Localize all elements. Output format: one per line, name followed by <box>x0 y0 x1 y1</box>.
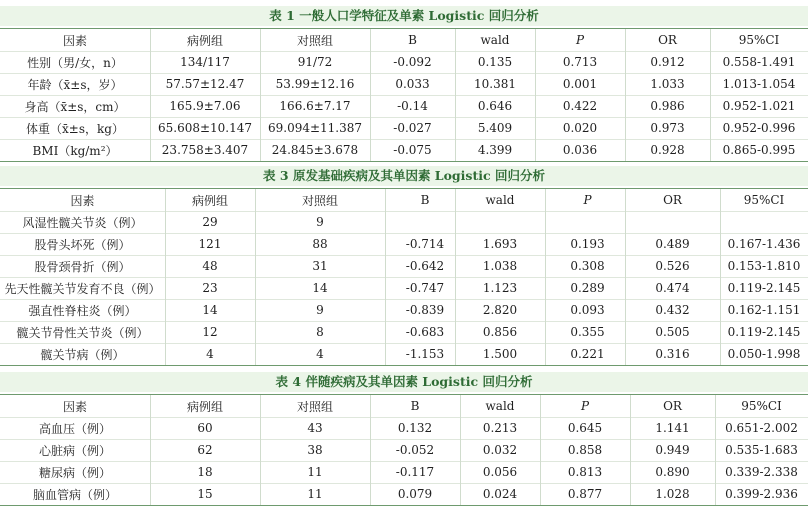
header-cell-7: 95%CI <box>741 399 782 413</box>
row1-cell-6: 1.033 <box>650 77 685 91</box>
row6-cell-5: 0.221 <box>570 347 605 361</box>
row1-cell-6: 0.489 <box>655 237 690 251</box>
row3-cell-3: -0.027 <box>393 121 432 135</box>
header-cell-7: 95%CI <box>743 193 785 207</box>
row0-cell-4 <box>455 211 545 233</box>
row0-cell-0: 高血压（例） <box>38 421 111 436</box>
column-divider <box>260 395 261 505</box>
row1-cell-1: 62 <box>197 443 213 457</box>
header-cell-0: 因素 <box>70 193 95 208</box>
header-cell-4: wald <box>480 33 510 47</box>
row1-cell-3: -0.714 <box>405 237 445 251</box>
column-divider <box>720 189 721 365</box>
row1-cell-3: 0.033 <box>395 77 430 91</box>
table-row <box>0 343 808 365</box>
row5-cell-2: 8 <box>316 325 324 339</box>
table-row <box>0 51 808 73</box>
row5-cell-1: 12 <box>202 325 218 339</box>
header-cell-5: P <box>575 33 585 47</box>
table-row <box>0 73 808 95</box>
row3-cell-6: 1.028 <box>655 487 690 501</box>
row4-cell-0: BMI（kg/m²） <box>32 143 118 158</box>
table-row <box>0 211 808 233</box>
row0-cell-1: 29 <box>202 215 218 229</box>
row5-cell-3: -0.683 <box>405 325 445 339</box>
header-cell-1: 病例组 <box>191 193 228 208</box>
row0-cell-5: 0.645 <box>567 421 603 435</box>
row2-cell-6: 0.890 <box>655 465 690 479</box>
row6-cell-1: 4 <box>206 347 214 361</box>
row4-cell-2: 9 <box>316 303 324 317</box>
row4-cell-1: 23.758±3.407 <box>161 143 249 157</box>
column-divider <box>625 189 626 365</box>
row0-cell-4: 0.213 <box>482 421 518 435</box>
row2-cell-4: 0.646 <box>477 99 513 113</box>
row1-cell-6: 0.949 <box>655 443 690 457</box>
row1-cell-4: 0.032 <box>482 443 518 457</box>
column-divider <box>150 29 151 161</box>
row2-cell-1: 165.9±7.06 <box>169 99 241 113</box>
table3-caption: 表 3 原发基础疾病及其单因素 Logistic 回归分析 <box>0 166 808 186</box>
table-header-row <box>0 29 808 51</box>
row3-cell-3: -0.747 <box>405 281 445 295</box>
row6-cell-7: 0.050-1.998 <box>727 347 801 361</box>
table1-caption: 表 1 一般人口学特征及单素 Logistic 回归分析 <box>0 6 808 26</box>
header-cell-1: 病例组 <box>186 399 223 414</box>
row3-cell-3: 0.079 <box>397 487 433 501</box>
row6-cell-0: 髋关节病（例） <box>40 347 125 362</box>
row6-cell-4: 1.500 <box>482 347 518 361</box>
table-header-row <box>0 189 808 211</box>
column-divider <box>255 189 256 365</box>
row3-cell-6: 0.474 <box>655 281 690 295</box>
row4-cell-0: 强直性脊柱炎（例） <box>28 303 137 318</box>
header-cell-0: 因素 <box>62 399 87 414</box>
row4-cell-6: 0.928 <box>650 143 685 157</box>
row1-cell-0: 年龄（x̄±s，岁） <box>27 77 123 92</box>
row4-cell-6: 0.432 <box>655 303 690 317</box>
table-row <box>0 439 808 461</box>
row0-cell-5: 0.713 <box>562 55 598 69</box>
row1-cell-4: 1.693 <box>482 237 518 251</box>
row1-cell-0: 心脏病（例） <box>38 443 111 458</box>
row3-cell-7: 0.952-0.996 <box>722 121 796 135</box>
row6-cell-3: -1.153 <box>405 347 445 361</box>
row2-cell-4: 0.056 <box>482 465 518 479</box>
row2-cell-0: 股骨颈骨折（例） <box>34 259 131 274</box>
row2-cell-5: 0.308 <box>570 259 605 273</box>
header-cell-4: wald <box>485 399 515 413</box>
column-divider <box>370 29 371 161</box>
column-divider <box>710 29 711 161</box>
row1-cell-1: 57.57±12.47 <box>165 77 245 91</box>
row5-cell-0: 髋关节骨性关节炎（例） <box>16 325 149 340</box>
table-row <box>0 461 808 483</box>
row3-cell-0: 先天性髋关节发育不良（例） <box>4 281 161 296</box>
row3-cell-2: 69.094±11.387 <box>267 121 363 135</box>
row0-cell-7: 0.651-2.002 <box>725 421 798 435</box>
row4-cell-2: 24.845±3.678 <box>271 143 359 157</box>
header-cell-5: P <box>583 193 592 207</box>
row5-cell-4: 0.856 <box>482 325 518 339</box>
header-cell-6: OR <box>663 193 682 207</box>
row2-cell-2: 11 <box>307 465 323 479</box>
row4-cell-1: 14 <box>202 303 218 317</box>
row2-cell-0: 糖尿病（例） <box>38 465 111 480</box>
column-divider <box>715 395 716 505</box>
row0-cell-6: 1.141 <box>655 421 690 435</box>
row6-cell-6: 0.316 <box>655 347 690 361</box>
row4-cell-3: -0.075 <box>393 143 432 157</box>
row1-cell-7: 0.535-1.683 <box>725 443 798 457</box>
row0-cell-4: 0.135 <box>477 55 513 69</box>
row0-cell-1: 134/117 <box>180 55 230 69</box>
row0-cell-6: 0.912 <box>650 55 685 69</box>
column-divider <box>150 395 151 505</box>
row2-cell-3: -0.642 <box>405 259 445 273</box>
column-divider <box>540 395 541 505</box>
row2-cell-7: 0.952-1.021 <box>722 99 796 113</box>
table-bottom-rule <box>0 365 808 366</box>
header-cell-6: OR <box>658 33 677 47</box>
row0-cell-5 <box>545 211 630 233</box>
row4-cell-5: 0.036 <box>562 143 598 157</box>
column-divider <box>260 29 261 161</box>
row3-cell-7: 0.399-2.936 <box>725 487 798 501</box>
row2-cell-4: 1.038 <box>482 259 518 273</box>
row1-cell-2: 38 <box>307 443 323 457</box>
row5-cell-6: 0.505 <box>655 325 690 339</box>
row1-cell-7: 1.013-1.054 <box>722 77 796 91</box>
header-cell-2: 对照组 <box>301 193 338 208</box>
row2-cell-6: 0.986 <box>650 99 685 113</box>
row3-cell-0: 脑血管病（例） <box>32 487 117 502</box>
row3-cell-2: 14 <box>312 281 328 295</box>
row0-cell-3: 0.132 <box>397 421 433 435</box>
row4-cell-7: 0.162-1.151 <box>727 303 801 317</box>
row2-cell-3: -0.117 <box>395 465 435 479</box>
header-cell-2: 对照组 <box>296 399 333 414</box>
row3-cell-4: 5.409 <box>477 121 513 135</box>
header-cell-1: 病例组 <box>186 33 223 48</box>
column-divider <box>165 189 166 365</box>
row3-cell-2: 11 <box>307 487 323 501</box>
table-row <box>0 139 808 161</box>
table-row <box>0 95 808 117</box>
row2-cell-3: -0.14 <box>397 99 428 113</box>
row2-cell-5: 0.422 <box>562 99 598 113</box>
row0-cell-7 <box>720 211 808 233</box>
row2-cell-2: 166.6±7.17 <box>279 99 351 113</box>
column-divider <box>535 29 536 161</box>
row3-cell-5: 0.289 <box>570 281 605 295</box>
row1-cell-5: 0.001 <box>562 77 598 91</box>
row4-cell-4: 2.820 <box>482 303 518 317</box>
row0-cell-0: 性别（男/女，n） <box>27 55 123 70</box>
row1-cell-3: -0.052 <box>395 443 435 457</box>
table-row <box>0 417 808 439</box>
row1-cell-0: 股骨头坏死（例） <box>34 237 131 252</box>
row2-cell-1: 18 <box>197 465 213 479</box>
row3-cell-4: 0.024 <box>482 487 518 501</box>
header-cell-0: 因素 <box>62 33 87 48</box>
header-cell-4: wald <box>485 193 515 207</box>
table-header-row <box>0 395 808 417</box>
row4-cell-5: 0.093 <box>570 303 605 317</box>
header-cell-2: 对照组 <box>296 33 333 48</box>
row5-cell-5: 0.355 <box>570 325 605 339</box>
row3-cell-7: 0.119-2.145 <box>727 281 801 295</box>
row3-cell-6: 0.973 <box>650 121 685 135</box>
column-divider <box>545 189 546 365</box>
table-row <box>0 255 808 277</box>
row0-cell-2: 43 <box>307 421 323 435</box>
row1-cell-4: 10.381 <box>474 77 516 91</box>
header-cell-3: B <box>408 33 417 47</box>
header-cell-3: B <box>410 399 420 413</box>
row3-cell-4: 1.123 <box>482 281 518 295</box>
row1-cell-5: 0.193 <box>570 237 605 251</box>
header-cell-7: 95%CI <box>738 33 780 47</box>
table-row <box>0 299 808 321</box>
row0-cell-1: 60 <box>197 421 213 435</box>
row3-cell-1: 23 <box>202 281 218 295</box>
row0-cell-6 <box>625 211 720 233</box>
column-divider <box>460 395 461 505</box>
row3-cell-5: 0.020 <box>562 121 598 135</box>
column-divider <box>455 29 456 161</box>
row1-cell-7: 0.167-1.436 <box>727 237 801 251</box>
row3-cell-1: 15 <box>197 487 213 501</box>
row2-cell-0: 身高（x̄±s，cm） <box>24 99 126 114</box>
row2-cell-2: 31 <box>312 259 328 273</box>
row2-cell-7: 0.339-2.338 <box>725 465 798 479</box>
header-cell-6: OR <box>663 399 682 413</box>
table-row <box>0 321 808 343</box>
row1-cell-2: 88 <box>312 237 328 251</box>
table-row <box>0 483 808 505</box>
row2-cell-5: 0.813 <box>567 465 603 479</box>
row4-cell-3: -0.839 <box>405 303 445 317</box>
column-divider <box>625 29 626 161</box>
row1-cell-2: 53.99±12.16 <box>275 77 355 91</box>
row6-cell-2: 4 <box>316 347 324 361</box>
table-row <box>0 233 808 255</box>
row3-cell-5: 0.877 <box>567 487 603 501</box>
row0-cell-2: 9 <box>316 215 324 229</box>
row4-cell-7: 0.865-0.995 <box>722 143 796 157</box>
row0-cell-7: 0.558-1.491 <box>722 55 796 69</box>
row2-cell-1: 48 <box>202 259 218 273</box>
row2-cell-6: 0.526 <box>655 259 690 273</box>
row2-cell-7: 0.153-1.810 <box>727 259 801 273</box>
table-row <box>0 117 808 139</box>
row0-cell-3 <box>385 211 465 233</box>
column-divider <box>370 395 371 505</box>
row5-cell-7: 0.119-2.145 <box>727 325 801 339</box>
row4-cell-4: 4.399 <box>477 143 513 157</box>
row0-cell-3: -0.092 <box>393 55 432 69</box>
table4-caption: 表 4 伴随疾病及其单因素 Logistic 回归分析 <box>0 372 808 392</box>
row1-cell-1: 121 <box>198 237 222 251</box>
table-bottom-rule <box>0 161 808 162</box>
column-divider <box>455 189 456 365</box>
row3-cell-1: 65.608±10.147 <box>157 121 253 135</box>
row0-cell-0: 风湿性髋关节炎（例） <box>22 215 143 230</box>
table-row <box>0 277 808 299</box>
header-cell-5: P <box>580 399 590 413</box>
column-divider <box>385 189 386 365</box>
header-cell-3: B <box>420 193 430 207</box>
row1-cell-5: 0.858 <box>567 443 603 457</box>
column-divider <box>630 395 631 505</box>
row0-cell-2: 91/72 <box>297 55 333 69</box>
row3-cell-0: 体重（x̄±s，kg） <box>26 121 124 136</box>
